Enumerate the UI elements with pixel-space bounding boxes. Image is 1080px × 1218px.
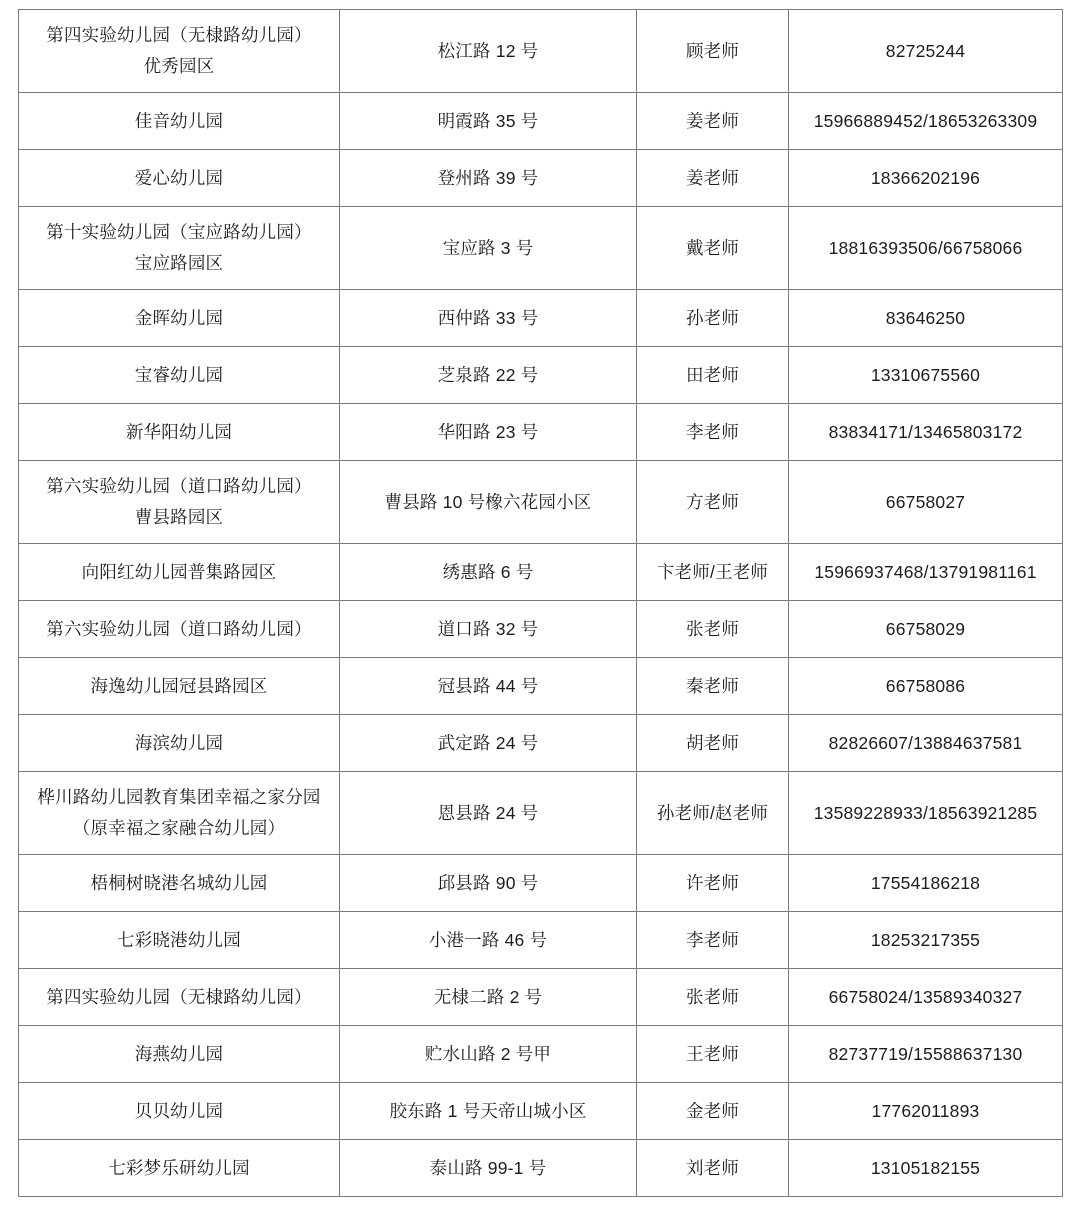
cell-teacher: 孙老师 [637,290,789,347]
cell-phone: 13310675560 [789,347,1063,404]
cell-kindergarten-name [19,715,340,772]
cell-kindergarten-name [19,658,340,715]
kindergarten-name-line-2: 优秀园区 [143,56,215,76]
cell-teacher: 金老师 [637,1083,789,1140]
cell-address: 贮水山路 2 号甲 [340,1026,637,1083]
table-row [19,772,1063,855]
kindergarten-name-line-1: 新华阳幼儿园 [125,421,233,442]
cell-address: 无棣二路 2 号 [340,969,637,1026]
table-row [19,855,1063,912]
cell-kindergarten-name [19,855,340,912]
cell-kindergarten-name [19,1026,340,1083]
table-row [19,207,1063,290]
table-row [19,1026,1063,1083]
cell-address: 松江路 12 号 [340,10,637,93]
kindergarten-name-line-1: 海逸幼儿园冠县路园区 [90,675,268,696]
cell-teacher: 许老师 [637,855,789,912]
kindergarten-name-line-1: 佳音幼儿园 [134,110,224,131]
kindergarten-contact-table [18,9,1063,1197]
cell-address: 曹县路 10 号橡六花园小区 [340,461,637,544]
cell-kindergarten-name [19,150,340,207]
cell-address: 绣惠路 6 号 [340,544,637,601]
cell-teacher: 刘老师 [637,1140,789,1197]
table-row [19,601,1063,658]
cell-teacher: 戴老师 [637,207,789,290]
cell-phone: 15966937468/13791981161 [789,544,1063,601]
kindergarten-name-line-1: 第十实验幼儿园（宝应路幼儿园） [46,222,312,243]
kindergarten-name-line-1: 贝贝幼儿园 [134,1100,224,1121]
cell-phone: 66758024/13589340327 [789,969,1063,1026]
cell-kindergarten-name [19,1083,340,1140]
cell-address: 道口路 32 号 [340,601,637,658]
cell-teacher: 李老师 [637,912,789,969]
kindergarten-name-line-1: 海燕幼儿园 [134,1043,224,1064]
cell-kindergarten-name [19,347,340,404]
kindergarten-name-line-1: 金晖幼儿园 [134,307,224,328]
table-row [19,404,1063,461]
cell-kindergarten-name [19,912,340,969]
table-row [19,1083,1063,1140]
cell-teacher: 顾老师 [637,10,789,93]
cell-phone: 82826607/13884637581 [789,715,1063,772]
cell-phone: 66758029 [789,601,1063,658]
kindergarten-name-line-1: 第六实验幼儿园（道口路幼儿园） [46,618,312,639]
table-row [19,150,1063,207]
table-row [19,912,1063,969]
table-row [19,715,1063,772]
cell-teacher: 姜老师 [637,150,789,207]
cell-address: 芝泉路 22 号 [340,347,637,404]
table-row [19,1140,1063,1197]
cell-teacher: 田老师 [637,347,789,404]
cell-address: 明霞路 35 号 [340,93,637,150]
cell-kindergarten-name [19,1140,340,1197]
cell-teacher: 张老师 [637,969,789,1026]
kindergarten-name-line-1: 七彩晓港幼儿园 [117,929,241,950]
cell-kindergarten-name [19,404,340,461]
cell-teacher: 李老师 [637,404,789,461]
table-row [19,347,1063,404]
cell-phone: 15966889452/18653263309 [789,93,1063,150]
cell-phone: 18253217355 [789,912,1063,969]
table-row [19,544,1063,601]
cell-address: 泰山路 99-1 号 [340,1140,637,1197]
cell-teacher: 姜老师 [637,93,789,150]
kindergarten-name-line-1: 向阳红幼儿园普集路园区 [81,561,277,582]
cell-kindergarten-name [19,207,340,290]
kindergarten-name-line-2: （原幸福之家融合幼儿园） [72,818,286,838]
kindergarten-name-line-2: 宝应路园区 [134,253,224,273]
cell-phone: 18816393506/66758066 [789,207,1063,290]
cell-kindergarten-name [19,544,340,601]
kindergarten-name-line-1: 第四实验幼儿园（无棣路幼儿园） [46,25,312,46]
cell-kindergarten-name [19,461,340,544]
table-row [19,10,1063,93]
cell-kindergarten-name [19,601,340,658]
cell-address: 武定路 24 号 [340,715,637,772]
table-row [19,290,1063,347]
table-row [19,969,1063,1026]
cell-phone: 66758027 [789,461,1063,544]
cell-kindergarten-name [19,10,340,93]
cell-phone: 17762011893 [789,1083,1063,1140]
cell-teacher: 秦老师 [637,658,789,715]
cell-kindergarten-name [19,290,340,347]
cell-teacher: 孙老师/赵老师 [637,772,789,855]
cell-phone: 82737719/15588637130 [789,1026,1063,1083]
cell-teacher: 张老师 [637,601,789,658]
kindergarten-name-line-1: 宝睿幼儿园 [134,364,224,385]
kindergarten-name-line-1: 第六实验幼儿园（道口路幼儿园） [46,476,312,497]
cell-teacher: 王老师 [637,1026,789,1083]
kindergarten-name-line-1: 桦川路幼儿园教育集团幸福之家分园 [37,787,321,808]
kindergarten-name-line-2: 曹县路园区 [134,507,224,527]
cell-phone: 17554186218 [789,855,1063,912]
table-row [19,461,1063,544]
kindergarten-name-line-1: 七彩梦乐研幼儿园 [108,1157,250,1178]
cell-phone: 18366202196 [789,150,1063,207]
cell-phone: 13589228933/18563921285 [789,772,1063,855]
table-row [19,658,1063,715]
cell-address: 恩县路 24 号 [340,772,637,855]
kindergarten-name-line-1: 梧桐树晓港名城幼儿园 [90,872,268,893]
cell-address: 西仲路 33 号 [340,290,637,347]
cell-kindergarten-name [19,969,340,1026]
cell-address: 宝应路 3 号 [340,207,637,290]
cell-teacher: 胡老师 [637,715,789,772]
cell-address: 邱县路 90 号 [340,855,637,912]
cell-address: 胶东路 1 号天帝山城小区 [340,1083,637,1140]
cell-phone: 82725244 [789,10,1063,93]
table-body [19,10,1063,1197]
cell-phone: 83646250 [789,290,1063,347]
cell-phone: 66758086 [789,658,1063,715]
table-row [19,93,1063,150]
cell-address: 登州路 39 号 [340,150,637,207]
cell-teacher: 方老师 [637,461,789,544]
cell-phone: 13105182155 [789,1140,1063,1197]
cell-kindergarten-name [19,93,340,150]
cell-teacher: 卞老师/王老师 [637,544,789,601]
cell-address: 华阳路 23 号 [340,404,637,461]
cell-address: 小港一路 46 号 [340,912,637,969]
cell-address: 冠县路 44 号 [340,658,637,715]
kindergarten-name-line-1: 爱心幼儿园 [134,167,224,188]
kindergarten-name-line-1: 第四实验幼儿园（无棣路幼儿园） [46,986,312,1007]
cell-kindergarten-name [19,772,340,855]
cell-phone: 83834171/13465803172 [789,404,1063,461]
kindergarten-name-line-1: 海滨幼儿园 [134,732,224,753]
